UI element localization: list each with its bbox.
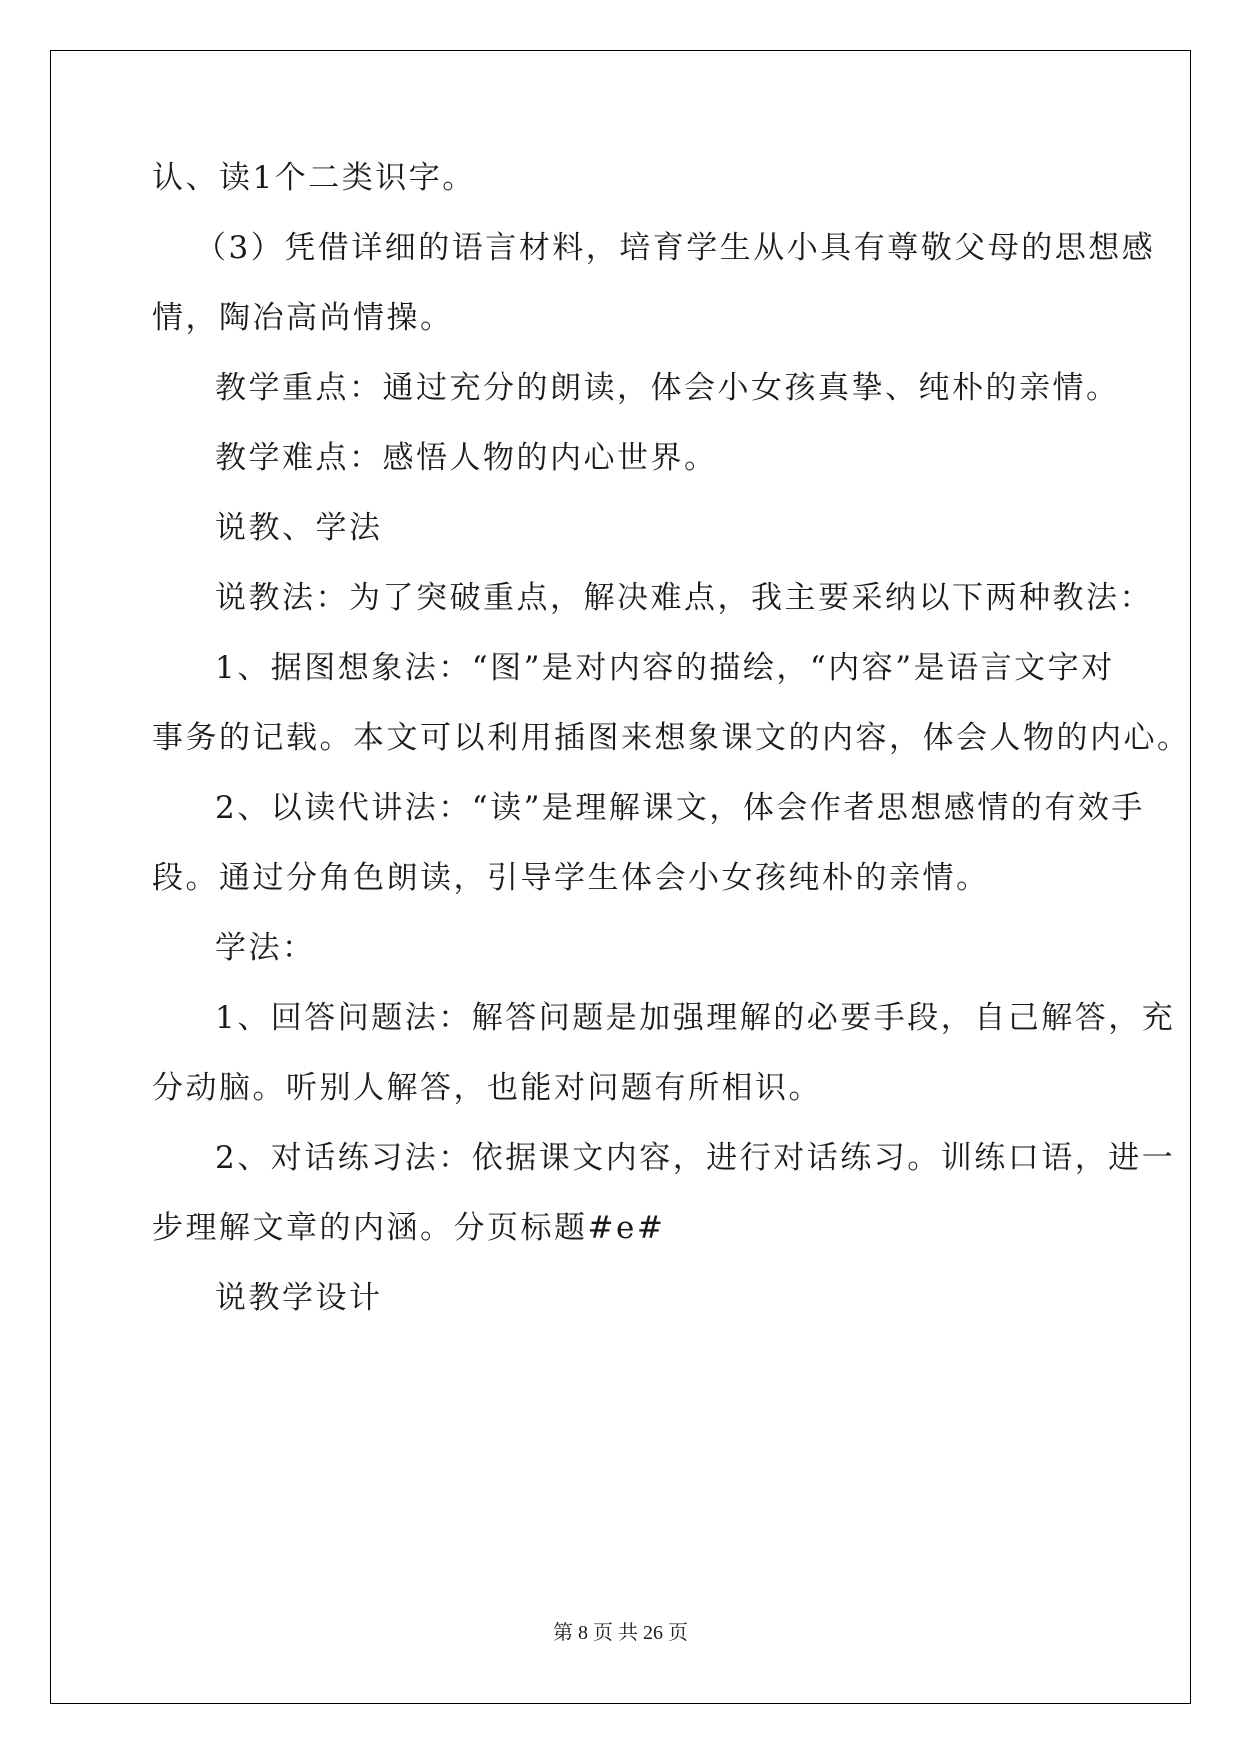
text-line: 教学难点：感悟人物的内心世界。 [215,440,718,476]
text-line: 说教法：为了突破重点，解决难点，我主要采纳以下两种教法： [215,580,1153,616]
text-line: 事务的记载。本文可以利用插图来想象课文的内容，体会人物的内心。 [152,720,1191,756]
page-number-footer: 第 8 页 共 26 页 [553,1622,688,1644]
text-line: 步理解文章的内涵。分页标题#e# [152,1210,666,1246]
text-line: 1、据图想象法：“图”是对内容的描绘，“内容”是语言文字对 [215,650,1115,686]
text-line: 1、回答问题法：解答问题是加强理解的必要手段，自己解答，充 [215,1000,1176,1036]
text-line: 分动脑。听别人解答，也能对问题有所相识。 [152,1070,822,1106]
text-line: 教学重点：通过充分的朗读，体会小女孩真挚、纯朴的亲情。 [215,370,1120,406]
text-line: （3）凭借详细的语言材料，培育学生从小具有尊敬父母的思想感 [195,230,1156,266]
text-line: 2、对话练习法：依据课文内容，进行对话练习。训练口语，进一 [215,1140,1176,1176]
text-line: 2、以读代讲法：“读”是理解课文，体会作者思想感情的有效手 [215,790,1145,826]
section-heading: 学法： [215,930,316,966]
text-line: 情，陶冶高尚情操。 [152,300,454,336]
text-line: 段。通过分角色朗读，引导学生体会小女孩纯朴的亲情。 [152,860,990,896]
section-heading: 说教学设计 [215,1280,383,1316]
text-line: 认、读1个二类识字。 [152,160,476,196]
section-heading: 说教、学法 [215,510,383,546]
